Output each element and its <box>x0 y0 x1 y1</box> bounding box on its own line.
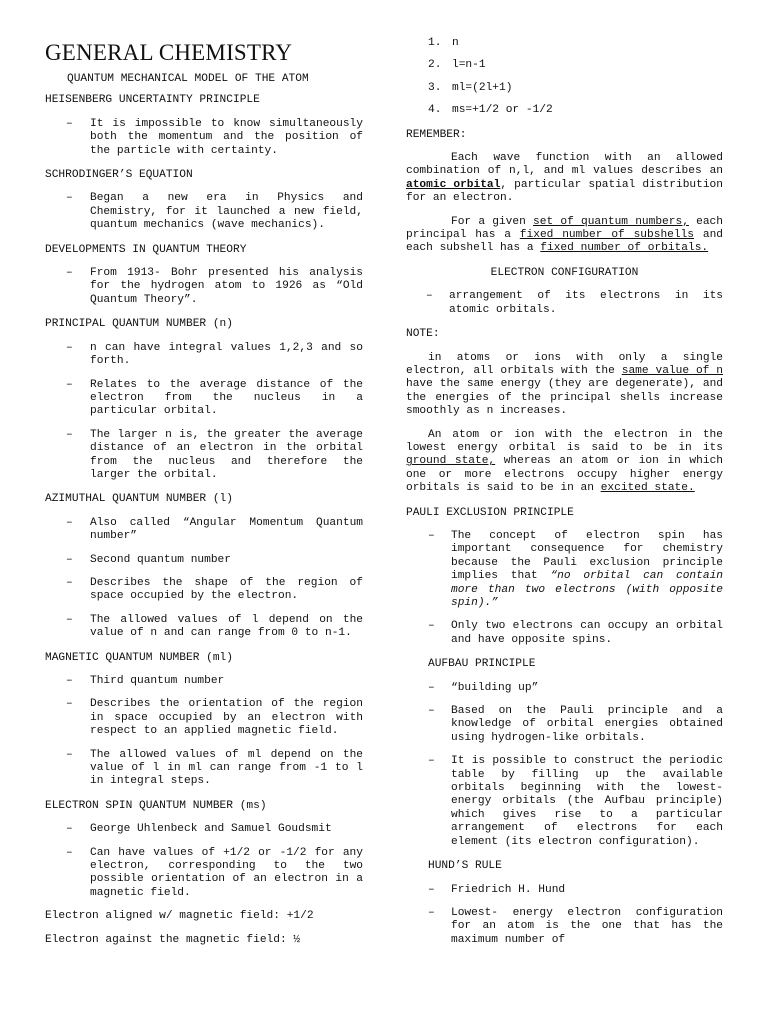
section-heading-electron-configuration: ELECTRON CONFIGURATION <box>490 266 639 279</box>
bullet-item: – Describes the shape of the region of space occupied by the electron. <box>66 576 363 603</box>
spin-against-line: Electron against the magnetic field: ½ <box>45 933 301 946</box>
bullet-item: – Began a new era in Physics and Chemistry, for it launched a new field, quantum mechanics (wave mechanics). <box>66 192 363 232</box>
bullet-item: – Based on the Pauli principle and a knowledge of orbital energies obtained using hydrogen-like orbitals. <box>428 705 723 744</box>
bullet-item: – Also called “Angular Momentum Quantum number” <box>66 516 363 543</box>
remember-label: REMEMBER: <box>406 128 467 141</box>
section-heading-pauli: PAULI EXCLUSION PRINCIPLE <box>406 506 574 519</box>
bullet-item: – Relates to the average distance of the electron from the nucleus in a particular orbital. <box>66 378 363 418</box>
bullet-item: – It is impossible to know simultaneously both the momentum and the position of the particle with certainty. <box>66 117 363 157</box>
bullet-item: – The concept of electron spin has important consequence for chemistry because the Pauli exclusion principle implies that “no orbital can contain more than two electrons (with opposite spin).” <box>428 529 723 609</box>
numbered-item: 1. n <box>428 37 459 49</box>
remember-paragraph-2: For a given set of quantum numbers, each principal has a fixed number of subshells and each subshell has a fixed number of orbitals. <box>406 215 723 255</box>
page-title: GENERAL CHEMISTRY <box>45 40 293 65</box>
left-column <box>45 0 363 947</box>
subtitle: QUANTUM MECHANICAL MODEL OF THE ATOM <box>67 73 309 85</box>
numbered-item: 2. l=n-1 <box>428 59 486 72</box>
bullet-item: – Third quantum number <box>66 675 225 687</box>
section-heading-heisenberg: HEISENBERG UNCERTAINTY PRINCIPLE <box>45 94 260 107</box>
numbered-item: 4. ms=+1/2 or -1/2 <box>428 104 553 117</box>
bullet-item: – It is possible to construct the periodic table by filling up the available orbitals beginning with the lowest-energy orbitals (the Aufbau principle) which gives rise to a particular arrangement of electrons for each element (its electron configuration). <box>428 755 723 848</box>
section-heading-principal: PRINCIPAL QUANTUM NUMBER (n) <box>45 318 233 331</box>
numbered-item: 3. ml=(2l+1) <box>428 81 513 94</box>
bullet-item: – Only two electrons can occupy an orbital and have opposite spins. <box>428 620 723 646</box>
bullet-item: – From 1913- Bohr presented his analysis for the hydrogen atom to 1926 as “Old Quantum Theory”. <box>66 267 363 306</box>
section-heading-aufbau: AUFBAU PRINCIPLE <box>428 658 536 671</box>
bullet-item: – Can have values of +1/2 or -1/2 for any electron, corresponding to the two possible orientation of an electron in a magnetic field. <box>66 846 363 899</box>
section-heading-developments: DEVELOPMENTS IN QUANTUM THEORY <box>45 243 247 256</box>
bullet-item: – Lowest- energy electron configuration for an atom is the one that has the maximum number of <box>428 906 723 946</box>
bullet-item: – George Uhlenbeck and Samuel Goudsmit <box>66 823 332 836</box>
remember-paragraph-1: Each wave function with an allowed combination of n,l, and ml values describes an atomic orbital, particular spatial distribution for an electron. <box>406 152 723 205</box>
section-heading-magnetic: MAGNETIC QUANTUM NUMBER (ml) <box>45 651 233 664</box>
bullet-item: – The allowed values of l depend on the value of n and can range from 0 to n-1. <box>66 613 363 640</box>
note-paragraph-2: An atom or ion with the electron in the lowest energy orbital is said to be in its ground state, whereas an atom or ion in which one or more electrons occupy higher energy orbitals is said to be in an excited state. <box>406 428 723 495</box>
bullet-item: – The allowed values of ml depend on the value of l in ml can range from -1 to l in integral steps. <box>66 748 363 788</box>
right-column <box>406 0 723 947</box>
bullet-item: – arrangement of its electrons in its atomic orbitals. <box>426 290 723 316</box>
bullet-item: – Describes the orientation of the region in space occupied by an electron with respect to an applied magnetic field. <box>66 698 363 738</box>
section-heading-schrodinger: SCHRODINGER’S EQUATION <box>45 169 193 182</box>
bullet-item: – The larger n is, the greater the average distance of an electron in the orbital from the nucleus and therefore the larger the orbital. <box>66 428 363 481</box>
section-heading-hund: HUND’S RULE <box>428 860 502 873</box>
bullet-item: – n can have integral values 1,2,3 and so forth. <box>66 341 363 368</box>
spin-aligned-line: Electron aligned w/ magnetic field: +1/2 <box>45 910 314 923</box>
section-heading-azimuthal: AZIMUTHAL QUANTUM NUMBER (l) <box>45 493 233 506</box>
bullet-item: – Friedrich H. Hund <box>428 883 566 896</box>
note-label: NOTE: <box>406 328 440 341</box>
bullet-item: – “building up” <box>428 681 539 694</box>
bullet-item: – Second quantum number <box>66 553 231 566</box>
section-heading-spin: ELECTRON SPIN QUANTUM NUMBER (ms) <box>45 799 267 812</box>
note-paragraph-1: in atoms or ions with only a single electron, all orbitals with the same value of n have the same energy (they are degenerate), and the energies of the principal shells increase smoothly as n increases. <box>406 351 723 418</box>
